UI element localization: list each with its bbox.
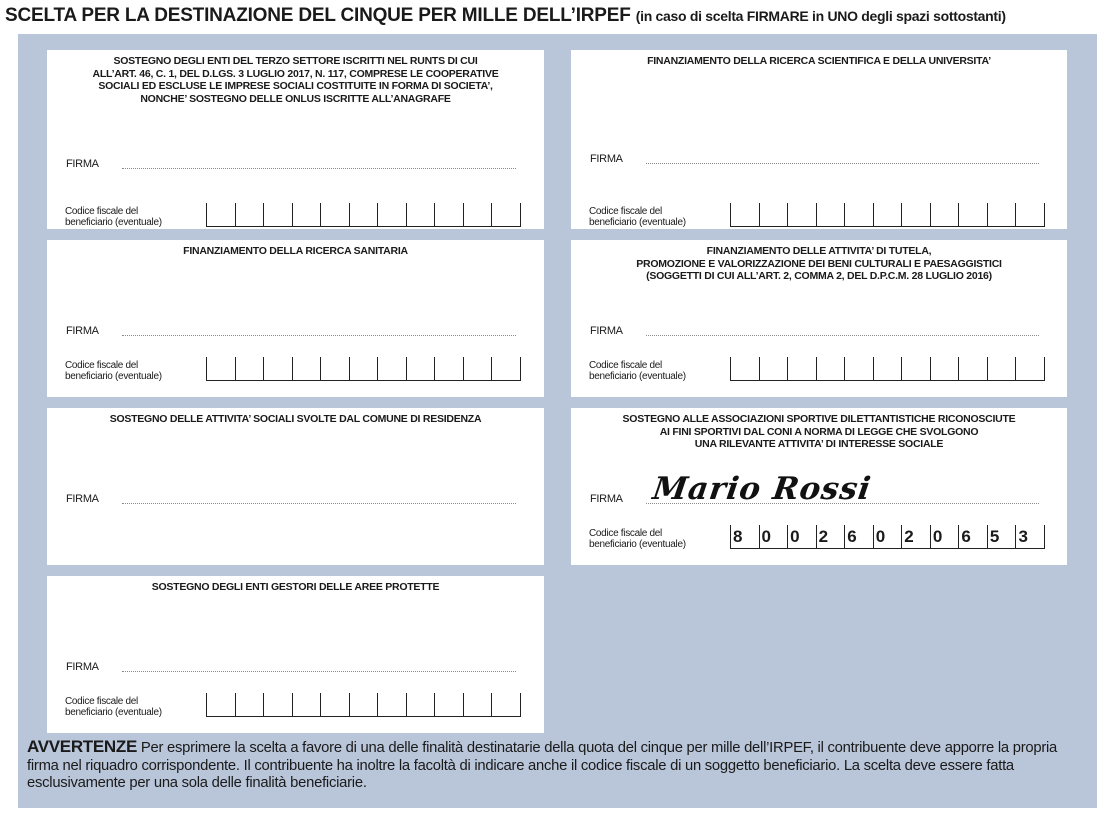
signature-field[interactable] [122,671,516,672]
codice-fiscale-digit[interactable] [406,203,435,226]
signature-field[interactable] [646,163,1039,164]
codice-fiscale-digit[interactable] [206,203,235,226]
firma-row [590,149,1049,167]
codice-fiscale-digit[interactable] [901,357,930,380]
codice-fiscale-digit[interactable]: 6 [844,525,873,548]
codice-fiscale-digit[interactable] [730,203,759,226]
codice-fiscale-digit[interactable] [873,357,902,380]
codice-fiscale-digit[interactable] [377,693,406,716]
warning-lead: AVVERTENZE [27,737,138,756]
box-title: FINANZIAMENTO DELLA RICERCA SCIENTIFICA E DELLA UNIVERSITA’ [647,55,991,67]
firma-row [66,321,526,339]
firma-row [66,657,526,675]
codice-fiscale-digit[interactable]: 2 [901,525,930,548]
codice-fiscale-digit[interactable] [491,357,521,380]
codice-fiscale-digit[interactable]: 2 [816,525,845,548]
firma-label: FIRMA [590,153,623,165]
codice-fiscale-digit[interactable] [730,357,759,380]
codice-fiscale-digit[interactable] [987,203,1016,226]
codice-fiscale-digit[interactable] [930,203,959,226]
codice-fiscale-digit[interactable]: 0 [930,525,959,548]
box-title: FINANZIAMENTO DELLA RICERCA SANITARIA [183,245,408,257]
codice-fiscale-digit[interactable] [1015,357,1045,380]
box-comune-residenza [47,408,544,565]
codice-fiscale-digit[interactable] [377,357,406,380]
codice-fiscale-digit[interactable] [958,357,987,380]
codice-fiscale-digit[interactable] [434,357,463,380]
warning-notice [27,738,1091,793]
firma-label: FIRMA [66,158,99,170]
codice-fiscale-digit[interactable] [320,357,349,380]
codice-fiscale-digit[interactable] [958,203,987,226]
codice-fiscale-label: Codice fiscale del beneficiario (eventuale) [589,528,686,550]
codice-fiscale-digit[interactable] [292,693,321,716]
box-beni-culturali [571,240,1067,397]
codice-fiscale-digit[interactable] [844,357,873,380]
codice-fiscale-digit[interactable] [292,203,321,226]
codice-fiscale-digit[interactable] [349,203,378,226]
codice-fiscale-label: Codice fiscale del beneficiario (eventuale) [589,360,686,382]
codice-fiscale-digit[interactable] [406,693,435,716]
codice-fiscale-digit[interactable] [844,203,873,226]
codice-fiscale-field[interactable] [730,357,1045,381]
warning-text: Per esprimere la scelta a favore di una delle finalità destinatarie della quota del cinque per mille dell’IRPEF, il contribuente deve apporre la propria firma nel riquadro corrispondente. Il contribuente ha inoltre la facoltà di indicare anche il codice fiscale di un soggetto beneficiario. La scelta deve essere fatta esclusivamente per una sola delle finalità beneficiarie. [27,740,1058,791]
codice-fiscale-digit[interactable] [263,357,292,380]
firma-label: FIRMA [590,493,623,505]
codice-fiscale-digit[interactable] [406,357,435,380]
box-title: SOSTEGNO ALLE ASSOCIAZIONI SPORTIVE DILETTANTISTICHE RICONOSCIUTE AI FINI SPORTIVI DAL CONI A NORMA DI LEGGE CHE SVOLGONO UNA RILEVANTE ATTIVITA’ DI INTERESSE SOCIALE [622,413,1016,450]
codice-fiscale-digit[interactable]: 0 [787,525,816,548]
codice-fiscale-digit[interactable] [816,203,845,226]
codice-fiscale-digit[interactable] [320,203,349,226]
codice-fiscale-digit[interactable] [434,203,463,226]
codice-fiscale-digit[interactable] [263,203,292,226]
firma-row [590,321,1049,339]
codice-fiscale-field[interactable] [206,203,521,227]
handwritten-signature: Mario Rossi [650,471,874,507]
codice-fiscale-row [65,201,526,229]
codice-fiscale-digit[interactable] [901,203,930,226]
firma-label: FIRMA [66,325,99,337]
box-associazioni-sportive [571,408,1067,565]
codice-fiscale-digit[interactable] [787,203,816,226]
firma-label: FIRMA [66,661,99,673]
codice-fiscale-digit[interactable] [759,357,788,380]
codice-fiscale-row [65,691,526,719]
page-title-main: SCELTA PER LA DESTINAZIONE DEL CINQUE PER MILLE DELL’IRPEF [5,5,631,26]
codice-fiscale-digit[interactable] [1015,203,1045,226]
codice-fiscale-digit[interactable] [349,357,378,380]
codice-fiscale-row [589,201,1049,229]
codice-fiscale-digit[interactable] [987,357,1016,380]
firma-row [66,489,526,507]
codice-fiscale-field[interactable] [730,203,1045,227]
codice-fiscale-field[interactable] [206,693,521,717]
codice-fiscale-digit[interactable] [491,693,521,716]
codice-fiscale-label: Codice fiscale del beneficiario (eventuale) [65,206,162,228]
codice-fiscale-digit[interactable] [235,357,264,380]
codice-fiscale-digit[interactable] [759,203,788,226]
codice-fiscale-digit[interactable] [235,203,264,226]
codice-fiscale-digit[interactable] [206,357,235,380]
codice-fiscale-digit[interactable] [292,357,321,380]
box-title: SOSTEGNO DELLE ATTIVITA’ SOCIALI SVOLTE DAL COMUNE DI RESIDENZA [109,413,482,425]
box-title: FINANZIAMENTO DELLE ATTIVITA’ DI TUTELA, PROMOZIONE E VALORIZZAZIONE DEI BENI CULTURALI E PAESAGGISTICI (SOGGETTI DI CUI ALL’ART. 2, COMMA 2, DEL D.P.C.M. 28 LUGLIO 2016) [636,245,1002,282]
codice-fiscale-digit[interactable] [491,203,521,226]
choice-panel [18,34,1097,808]
codice-fiscale-digit[interactable]: 0 [759,525,788,548]
codice-fiscale-label: Codice fiscale del beneficiario (eventuale) [65,360,162,382]
signature-field[interactable] [122,335,516,336]
codice-fiscale-field[interactable] [730,525,1045,549]
signature-field[interactable] [122,503,516,504]
codice-fiscale-row [65,355,526,383]
codice-fiscale-label: Codice fiscale del beneficiario (eventuale) [65,696,162,718]
codice-fiscale-digit[interactable]: 5 [987,525,1016,548]
codice-fiscale-digit[interactable] [873,203,902,226]
box-ricerca-sanitaria [47,240,544,397]
codice-fiscale-digit[interactable] [816,357,845,380]
codice-fiscale-digit[interactable]: 8 [730,525,759,548]
box-title: SOSTEGNO DEGLI ENTI DEL TERZO SETTORE ISCRITTI NEL RUNTS DI CUI ALL’ART. 46, C. 1, DEL D.LGS. 3 LUGLIO 2017, N. 117, COMPRESE LE COOPERATIVE SOCIALI ED ESCLUSE LE IMPRESE SOCIALI COSTITUITE IN FORMA DI SOCIETA’, NONCHE’ SOSTEGNO DELLE ONLUS ISCRITTE ALL’ANAGRAFE [92,55,499,105]
codice-fiscale-digit[interactable]: 3 [1015,525,1045,548]
codice-fiscale-field[interactable] [206,357,521,381]
codice-fiscale-digit[interactable] [263,693,292,716]
codice-fiscale-label: Codice fiscale del beneficiario (eventuale) [589,206,686,228]
codice-fiscale-row [589,355,1049,383]
codice-fiscale-digit[interactable] [349,693,378,716]
box-terzo-settore [47,50,544,229]
firma-row [590,471,1049,507]
codice-fiscale-digit[interactable] [787,357,816,380]
signature-field[interactable] [646,335,1039,336]
page-title-note: (in caso di scelta FIRMARE in UNO degli spazi sottostanti) [635,8,1006,24]
codice-fiscale-digit[interactable]: 0 [873,525,902,548]
codice-fiscale-digit[interactable] [930,357,959,380]
codice-fiscale-digit[interactable] [434,693,463,716]
codice-fiscale-digit[interactable] [320,693,349,716]
box-title: SOSTEGNO DEGLI ENTI GESTORI DELLE AREE PROTETTE [151,581,440,593]
codice-fiscale-row [589,523,1049,551]
codice-fiscale-digit[interactable] [377,203,406,226]
firma-label: FIRMA [590,325,623,337]
firma-row [66,154,526,172]
signature-field[interactable] [122,168,516,169]
codice-fiscale-digit[interactable] [463,203,492,226]
box-aree-protette [47,576,544,733]
codice-fiscale-digit[interactable] [463,357,492,380]
box-ricerca-scientifica [571,50,1067,229]
page-title [5,5,1101,27]
codice-fiscale-digit[interactable] [235,693,264,716]
codice-fiscale-digit[interactable] [463,693,492,716]
codice-fiscale-digit[interactable]: 6 [958,525,987,548]
firma-label: FIRMA [66,493,99,505]
codice-fiscale-digit[interactable] [206,693,235,716]
